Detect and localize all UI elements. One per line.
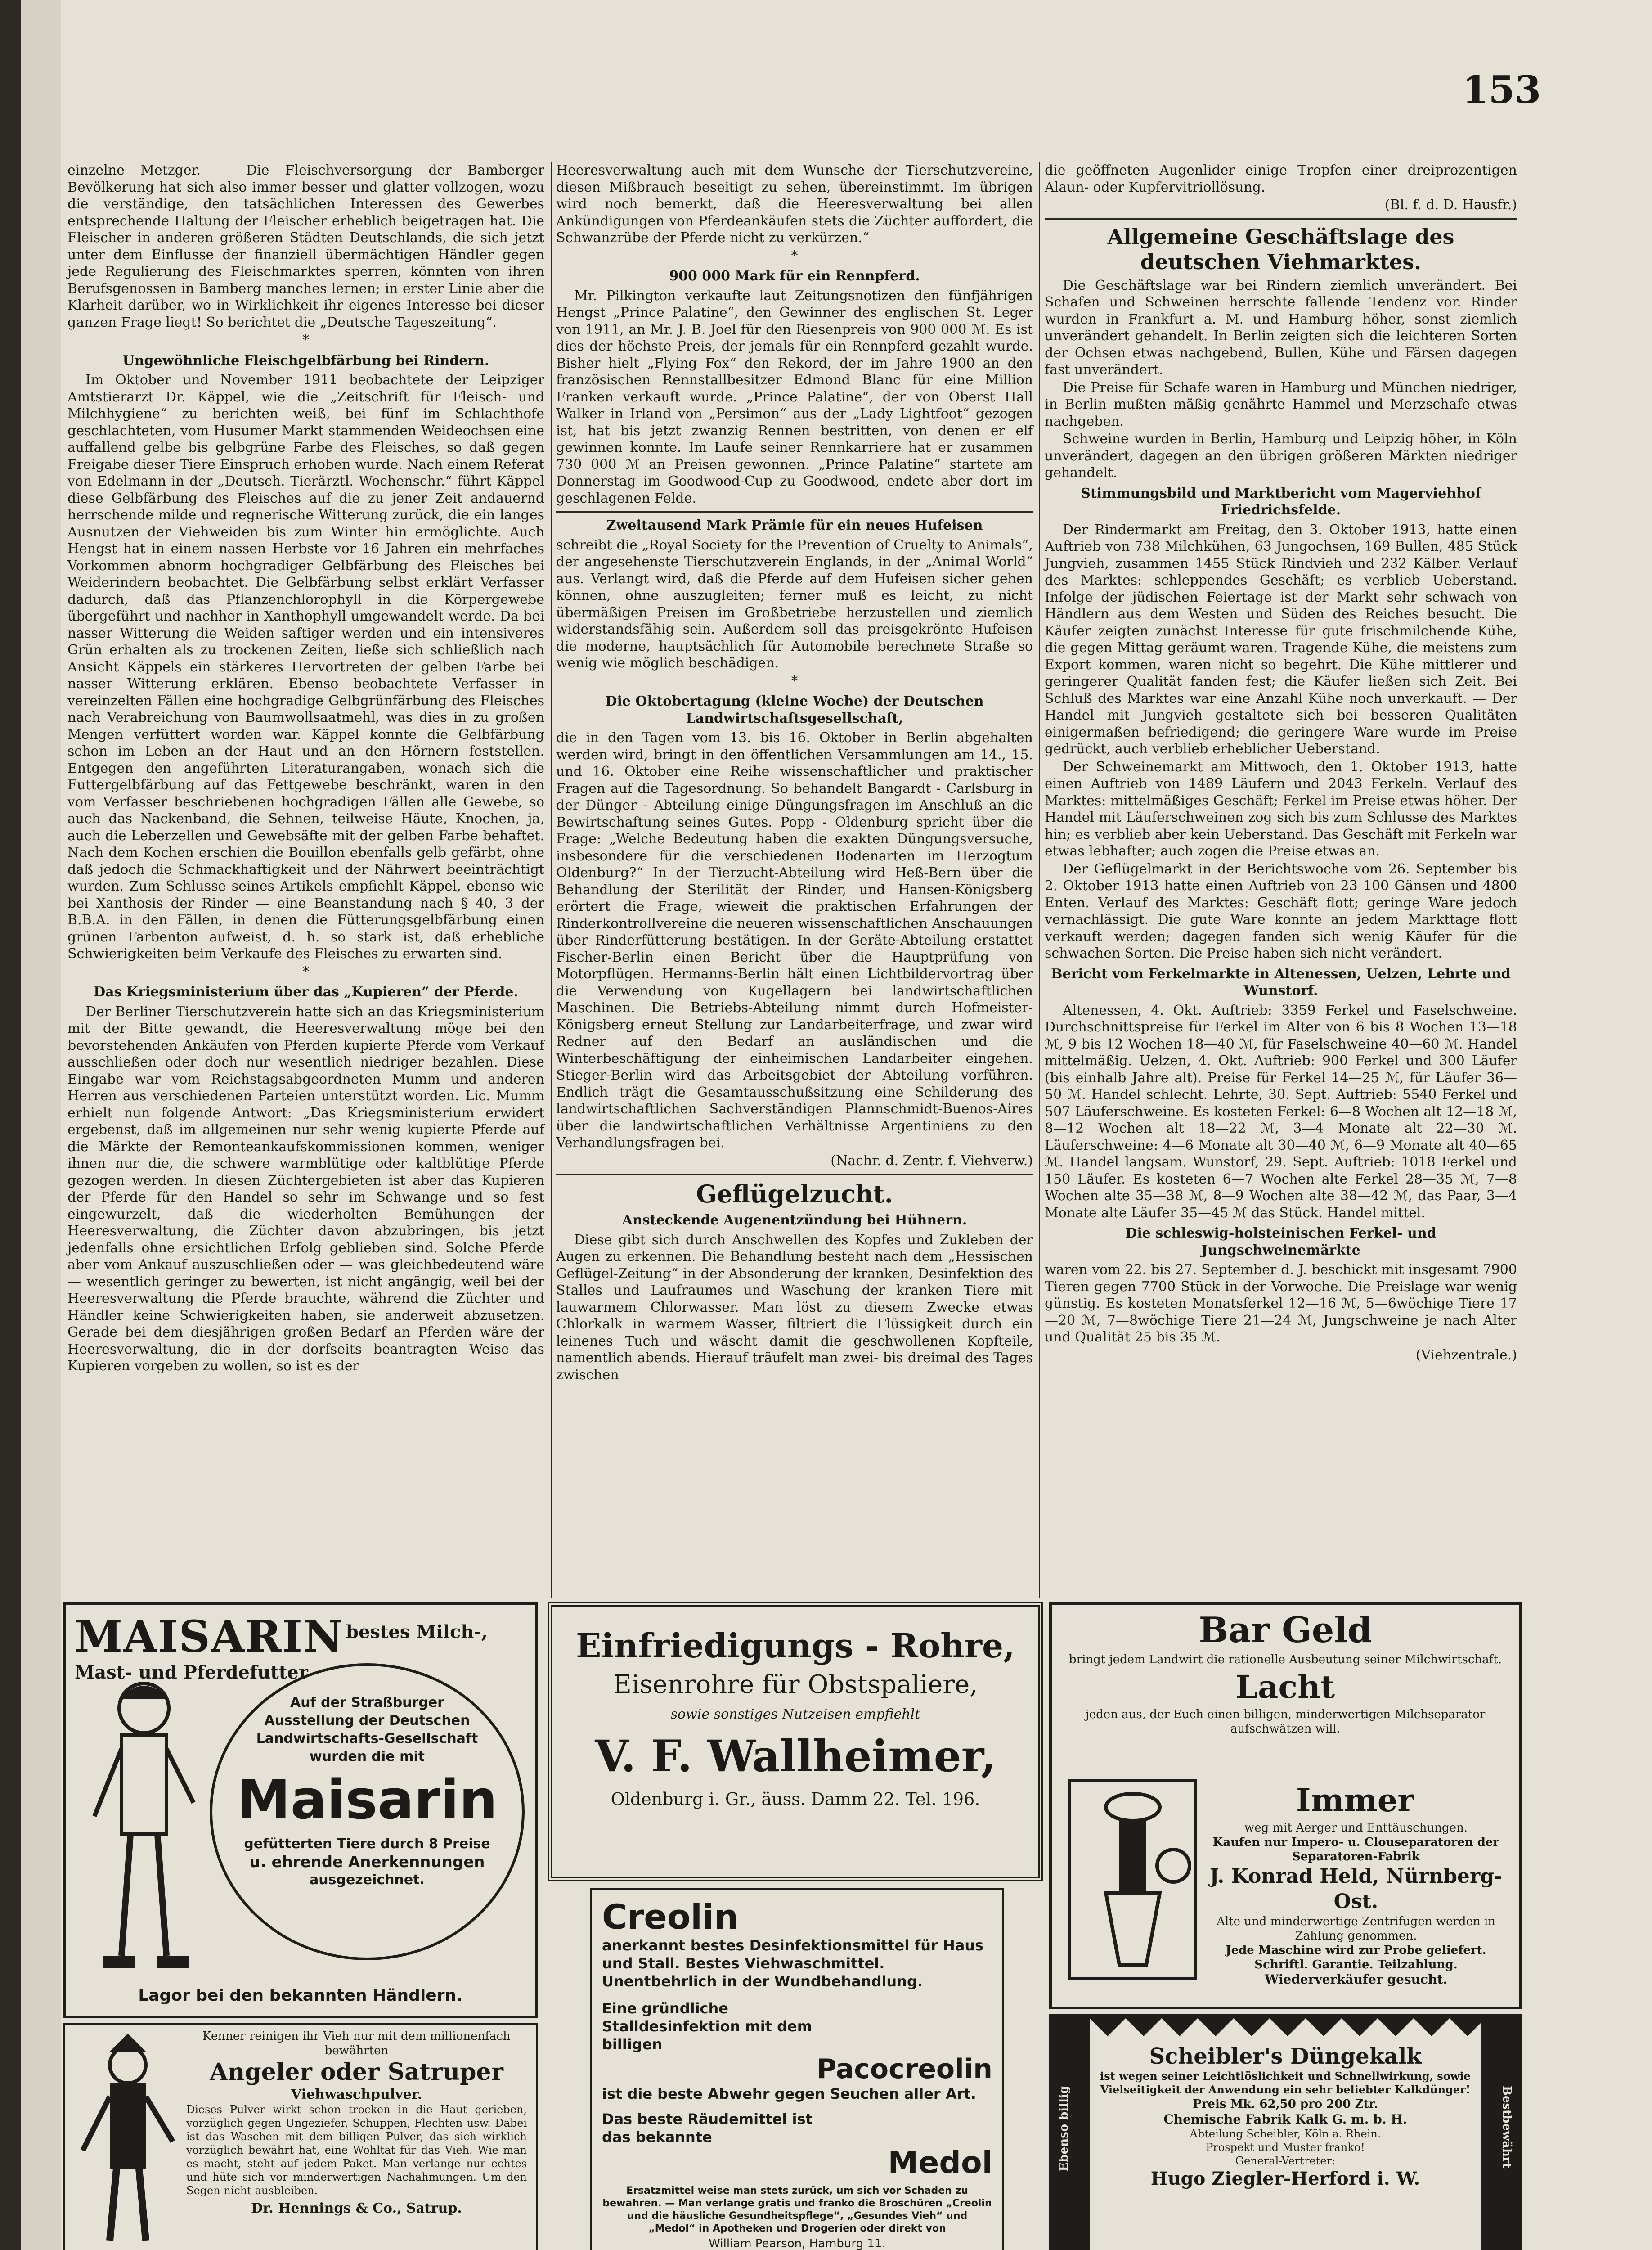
ad-bargeld-title2: Lacht <box>1235 1668 1335 1706</box>
ad-creolin-title: Creolin <box>602 1897 739 1937</box>
ad-bargeld-title3: Immer <box>1296 1782 1414 1819</box>
separator-star: * <box>302 332 310 348</box>
ad-text: ausgezeichnet. <box>310 1872 425 1888</box>
paragraph: einzelne Metzger. — Die Fleischversorgung der Bamberger Bevölkerung hat sich also immer besser und glatter vollzogen, wozu die verständige, den tatsächlichen Interessen des Gewerbes entsprechende Haltung der Fleischer erheblich beigetragen hat. Die Fleischer in anderen größeren Städten Deutschlands, die sich jetzt unter dem Einflusse der finanziell übermächtigen Händler gegen jede Regulierung des Fleischmarktes sperren, könnten von ihren Berufsgenossen in Bamberg manches lernen; in erster Linie aber die Klarheit darüber, wo in Wirklichkeit ihr eigenes Interesse bei dieser ganzen Frage liegt! So berichtet die „Deutsche Tageszeitung“. <box>67 162 544 330</box>
column-3 <box>1045 162 1517 1364</box>
ad-scheibler-duengekalk <box>1049 2014 1522 2250</box>
ad-text: jeden aus, der Euch einen billigen, minderwertigen Milchseparator aufschwätzen will. <box>1085 1708 1486 1736</box>
source-note: (Bl. f. d. D. Hausfr.) <box>1384 197 1517 213</box>
ad-angeler-maker: Dr. Hennings & Co., Satrup. <box>251 2200 462 2216</box>
divider <box>556 1174 1033 1175</box>
farmhand-illustration <box>76 1668 211 1992</box>
ad-rohre-small: sowie sonstiges Nutzeisen empfiehlt <box>670 1706 920 1722</box>
ad-einfriedigungs-rohre <box>548 1602 1043 1881</box>
ad-rohre-name: V. F. Wallheimer, <box>595 1731 996 1782</box>
ad-maisarin-tagline: bestes Milch-, Mast- und Pferdefutter <box>75 1621 488 1683</box>
paragraph: Die Geschäftslage war bei Rindern ziemlich unverändert. Bei Schafen und Schweinen herrschte fallende Tendenz vor. Rinder wurden in Frankfurt a. M. und Hamburg höher, sonst ziemlich unverändert gehandelt. In Berlin zeigten sich die leichteren Sorten der Ochsen etwas nachgebend, Bullen, Kühe und Färsen dagegen fast unverändert. <box>1045 277 1517 378</box>
ad-creolin-maker: William Pearson, Hamburg 11. <box>709 2237 886 2250</box>
ad-text: General-Vertreter: <box>1235 2155 1336 2167</box>
separator-star: * <box>791 248 798 264</box>
article-heading: Zweitausend Mark Prämie für ein neues Hufeisen <box>606 518 983 533</box>
paragraph: Diese gibt sich durch Anschwellen des Kopfes und Zukleben der Augen zu erkennen. Die Behandlung besteht nach dem „Hessischen Geflügel-Zeitung“ in der Absonderung der kranken, Desinfektion des Stalles und Laufraumes und Waschung der kranken Tiere mit lauwarmem Chlorwasser. Man löst zu diesem Zwecke etwas Chlorkalk in warmem Wasser, filtriert die Flüssigkeit durch ein leinenes Tuch und wäscht damit die geschwollenen Kopfteile, namentlich abends. Hierauf träufelt man zwei- bis dreimal des Tages zwischen <box>556 1232 1033 1383</box>
ad-scheibler-title: Scheibler's Düngekalk <box>1149 2044 1422 2069</box>
ad-scheibler-content <box>1099 2043 1472 2190</box>
ad-creolin-mid1: Eine gründliche Stalldesinfektion mit dem billigen <box>602 2000 813 2053</box>
ad-text: Prospekt und Muster franko! <box>1206 2141 1365 2154</box>
ad-angeler-sub: Viehwaschpulver. <box>291 2087 422 2102</box>
section-heading: Geflügelzucht. <box>696 1179 893 1208</box>
ad-bargeld-maker: J. Konrad Held, Nürnberg-Ost. <box>1209 1865 1503 1913</box>
column-2 <box>556 162 1033 1384</box>
ad-text: gefütterten Tiere durch 8 Preise <box>244 1836 490 1852</box>
ad-creolin-mid3: Das beste Räudemittel ist das bekannte <box>602 2110 813 2146</box>
article-heading: Die schleswig-holsteinischen Ferkel- und Jungschweinemärkte <box>1125 1225 1437 1258</box>
book-edge <box>0 0 21 2250</box>
divider <box>556 511 1033 513</box>
ad-creolin-brand2: Pacocreolin <box>817 2053 992 2085</box>
column-1 <box>67 162 544 1376</box>
ad-text: Abteilung Scheibler, Köln a. Rhein. <box>1190 2128 1381 2140</box>
ad-creolin-brand3: Medol <box>888 2145 992 2181</box>
ad-maisarin <box>63 1602 538 2018</box>
ad-angeler-title: Angeler oder Satruper <box>210 2058 503 2086</box>
ad-creolin <box>590 1888 1004 2250</box>
article-heading: Die Oktobertagung (kleine Woche) der Deutschen Landwirtschaftsgesellschaft, <box>605 693 984 726</box>
ad-bargeld-rightcol <box>1200 1821 1512 1987</box>
source-note: (Viehzentrale.) <box>1415 1347 1517 1363</box>
divider <box>1045 218 1517 220</box>
article-heading: 900 000 Mark für ein Rennpferd. <box>669 268 920 284</box>
paragraph: Heeresverwaltung auch mit dem Wunsche der Tierschutzvereine, diesen Mißbrauch beseitigt zu sehen, übereinstimmt. Im übrigen wird noch bemerkt, daß die Heeresverwaltung bei allen Ankündigungen von Pferdeankäufen stets die Züchter auffordert, die Schwanzrübe der Pferde nicht zu verkürzen.“ <box>556 162 1033 246</box>
ad-text: Landwirtschafts-Gesellschaft <box>256 1731 478 1746</box>
ad-text: Kaufen nur Impero- u. Clouseparatoren der Separatoren-Fabrik <box>1212 1836 1499 1863</box>
ad-rohre-subtitle: Eisenrohre für Obstspaliere, <box>613 1670 978 1699</box>
ad-rohre-title: Einfriedigungs - Rohre, <box>576 1627 1015 1665</box>
ad-text: weg mit Aerger und Enttäuschungen. <box>1244 1821 1468 1835</box>
ad-angeler-content <box>186 2029 527 2217</box>
paragraph: waren vom 22. bis 27. September d. J. beschickt mit insgesamt 7900 Tieren gegen 7700 Stück in der Vorwoche. Die Preislage war wenig günstig. Es kosteten Monatsferkel 12—16 ℳ, 5—6wöchige Tiere 17—20 ℳ, 7—8wöchige Tiere 21—24 ℳ, Jungschweine je nach Alter und Qualität 25 bis 35 ℳ. <box>1045 1262 1517 1345</box>
ad-scheibler-price: Preis Mk. 62,50 pro 200 Ztr. <box>1193 2097 1378 2111</box>
paragraph: Der Rindermarkt am Freitag, den 3. Oktober 1913, hatte einen Auftrieb von 738 Milchkühen, 63 Jungochsen, 169 Bullen, 485 Stück Jungvieh, zusammen 1455 Stück Rindvieh und 232 Kälber. Verlauf des Marktes: schleppendes Geschäft; es verblieb Ueberstand. Infolge der jüdischen Feiertage ist der Markt sehr schwach von Händlern aus dem Westen und Süden des Reiches besucht. Die Käufer zeigten zunächst Interesse für gute frischmilchende Kühe, die gegen Mittag geräumt waren. Tragende Kühe, die meistens zum Export kommen, waren nicht so begehrt. Die Kühe mittlerer und geringerer Qualität fanden fest; die Käufer ließen sich Zeit. Bei Schluß des Marktes war eine Anzahl Kühe noch unverkauft. — Der Handel mit Jungvieh gestaltete sich bei besseren Qualitäten einigermaßen befriedigend; die geringere Ware wurde im Preise gedrückt, auch verblieb erheblicher Ueberstand. <box>1045 522 1517 757</box>
ad-rohre-address: Oldenburg i. Gr., äuss. Damm 22. Tel. 196. <box>611 1789 980 1809</box>
paragraph: die in den Tagen vom 13. bis 16. Oktober in Berlin abgehalten werden wird, bringt in den öffentlichen Versammlungen am 14., 15. und 16. Oktober eine Reihe wissenschaftlicher und praktischer Fragen auf die Tagesordnung. So behandelt Bangardt - Carlsburg in der Dünger - Abteilung einige Düngungsfragen im Anschluß an die Bewirtschaftung seines Gutes. Popp - Oldenburg spricht über die Frage: „Welche Bedeutung haben die exakten Düngungsversuche, insbesondere für die verschiedenen Bodenarten im Herzogtum Oldenburg?“ In der Tierzucht-Abteilung wird Heß-Bern über die Behandlung der Sterilität der Rinder, und Hansen-Königsberg erörtert die Frage, wieweit die praktischen Erfahrungen der Rinderkontrollvereine die neueren wissenschaftlichen Anschauungen über Rinderfütterung bestätigen. In der Geräte-Abteilung erstattet Fischer-Berlin einen Bericht über die Hauptprüfung von Motorpflügen. Hermanns-Berlin hält einen Lichtbildervortrag über die Verwendung von Kugellagern bei landwirtschaftlichen Maschinen. Die Betriebs-Abteilung nimmt durch Hofmeister-Königsberg erneut Stellung zur Landarbeiterfrage, und zwar wird Redner auf den Bedarf an ausländischen und die Winterbeschäftigung der einheimischen Landarbeiter eingehen. Stieger-Berlin wird das Arbeitsgebiet der Abteilung vorführen. Endlich trägt die Gesamtausschußsitzung eine Schilderung des landwirtschaftlichen Sachverständigen Plannschmidt-Buenos-Aires über die landwirtschaftlichen Verhältnisse Argentiniens zu den Verhandlungsfragen bei. <box>556 730 1033 1151</box>
ad-scheibler-agent: Hugo Ziegler-Herford i. W. <box>1150 2168 1420 2189</box>
ad-creolin-desc: anerkannt bestes Desinfektionsmittel für Haus und Stall. Bestes Viehwaschmittel. Unentbehrlich in der Wundbehandlung. <box>602 1937 984 1990</box>
ad-text: wurden die mit <box>310 1749 425 1764</box>
separator-star: * <box>791 673 798 689</box>
ad-maisarin-oval <box>210 1663 525 1960</box>
ad-creolin-mid2: ist die beste Abwehr gegen Seuchen aller Art. <box>602 2085 976 2102</box>
paragraph: Der Schweinemarkt am Mittwoch, den 1. Oktober 1913, hatte einen Auftrieb von 1489 Läufern und 2043 Ferkeln. Verlauf des Marktes: mittelmäßiges Geschäft; Ferkel im Preise etwas höher. Der Handel mit Läuferschweinen zog sich bis zum Schlusse des Marktes hin; es verblieb aber kein Ueberstand. Das Geschäft mit Ferkeln war etwas lebhafter; auch zogen die Preise etwas an. <box>1045 759 1517 859</box>
ad-maisarin-title: MAISARIN <box>75 1611 344 1662</box>
ad-text: Ausstellung der Deutschen <box>264 1713 470 1728</box>
ad-side-right: Bestbewährt <box>1500 2086 1513 2169</box>
ad-text: Alte und minderwertige Zentrifugen werden in Zahlung genommen. <box>1217 1915 1495 1943</box>
ad-bargeld-title: Bar Geld <box>1199 1610 1372 1651</box>
ad-text: Kenner reinigen ihr Vieh nur mit dem millionenfach bewährten <box>202 2030 511 2057</box>
milk-separator-illustration <box>1065 1776 1200 1983</box>
source-note: (Nachr. d. Zentr. f. Viehverw.) <box>830 1152 1033 1169</box>
article-heading: Bericht vom Ferkelmarkte in Altenessen, Uelzen, Lehrte und Wunstorf. <box>1051 966 1511 999</box>
ad-maisarin-brand: Maisarin <box>237 1769 498 1832</box>
article-heading: Stimmungsbild und Marktbericht vom Magerviehhof Friedrichsfelde. <box>1081 485 1481 518</box>
column-rule <box>1039 162 1040 1598</box>
ad-text: ist wegen seiner Leichtlöslichkeit und Schnellwirkung, sowie Vielseitigkeit der Anwendung ein sehr beliebter Kalkdünger! <box>1100 2070 1471 2096</box>
paragraph: Die Preise für Schafe waren in Hamburg und München niedriger, in Berlin mußten mäßig genährte Hammel und Merzschafe etwas nachgeben. <box>1045 379 1517 429</box>
ad-text: bringt jedem Landwirt die rationelle Ausbeutung seiner Milchwirtschaft. <box>1069 1653 1502 1666</box>
ad-scheibler-maker: Chemische Fabrik Kalk G. m. b. H. <box>1163 2112 1407 2127</box>
separator-star: * <box>302 963 310 980</box>
ad-bar-geld <box>1049 1602 1522 2009</box>
ad-text: Dieses Pulver wirkt schon trocken in die Haut gerieben, vorzüglich gegen Ungeziefer, Schuppen, Flechten usw. Dabei ist das Waschen mit dem billigen Pulver, das sich wirklich vorzüglich bewährt hat, eine Wohltat für das Vieh. Wie man es macht, steht auf jedem Paket. Man verlange nur echtes und hüte sich vor minderwertigen Nachahmungen. Um den Segen nicht ausbleiben. <box>186 2103 527 2197</box>
ad-text: Jede Maschine wird zur Probe geliefert. Schriftl. Garantie. Teilzahlung. <box>1226 1944 1486 1971</box>
section-heading: Allgemeine Geschäftslage des deutschen Viehmarktes. <box>1107 224 1454 274</box>
paragraph: Mr. Pilkington verkaufte laut Zeitungsnotizen den fünfjährigen Hengst „Prince Palatine“, den Gewinner des englischen St. Leger von 1911, an Mr. J. B. Joel für den Riesenpreis von 900 000 ℳ. Es ist dies der höchste Preis, der jemals für ein Rennpferd gezahlt wurde. Bisher hielt „Flying Fox“ den Rekord, der im Jahre 1900 an den französischen Rennstallbesitzer Edmond Blanc für eine Million Franken verkauft wurde. „Prince Palatine“, der von Oberst Hall Walker in Irland von „Persimon“ aus der „Lady Lightfoot“ gezogen ist, hat bis jetzt zwanzig Rennen bestritten, von denen er elf gewinnen konnte. Im Laufe seiner Rennkarriere hat er zusammen 730 000 ℳ an Preisen gewonnen. „Prince Palatine“ startete am Donnerstag im Goodwood-Cup zu Goodwood, endete aber dort im geschlagenen Felde. <box>556 288 1033 506</box>
article-heading: Das Kriegsministerium über das „Kupieren“ der Pferde. <box>94 984 518 1000</box>
paragraph: Im Oktober und November 1911 beobachtete der Leipziger Amtstierarzt Dr. Käppel, wie die „Zeitschrift für Fleisch- und Milchhygiene“ zu berichten weiß, bei fünf im Schlachthofe geschlachteten, vom Husumer Markt stammenden Weideochsen eine auffallend gelbe bis gelbgrüne Farbe des Fleisches, so daß gegen Freigabe dieser Tiere Einspruch erhoben wurde. Nach einem Referat von Edelmann in der „Deutsch. Tierärztl. Wochenschr.“ führt Käppel diese Gelbfärbung des Fleisches auf die zu jener Zeit andauernd herrschende milde und regnerische Witterung zurück, die ein langes Ausnutzen der Viehweiden bis zum Winter hin ermöglichte. Auch Hengst hat in einem nassen Herbste vor 16 Jahren ein mehrfaches Vorkommen abnorm hochgradiger Gelbfärbung des Fleisches bei Weiderindern beobachtet. Die Gelbfärbung selbst erklärt Verfasser dadurch, daß das Pflanzenchlorophyll in die Körpergewebe übergeführt und nachher in Xanthophyll umgewandelt werde. Da bei nasser Witterung die Weiden saftiger werden und ein intensiveres Grün erhalten als zu trockenen Zeiten, ließe sich schließlich nach Ansicht Käppels ein stärkeres Hervortreten der gelben Farbe bei nasser Witterung erklären. Ebenso beobachtete Verfasser in vereinzelten Fällen eine hochgradige Gelbgrünfärbung des Fleisches nach Verabreichung von Baumwollsaatmehl, was dies in zu großen Mengen verfüttert worden war. Käppel konnte die Gelbfärbung schon im Leben an der Haut und an den Hörnern feststellen. Entgegen den angeführten Literaturangaben, wonach sich die Futtergelbfärbung auf das Fettgewebe beschränkt, waren in den vom Verfasser beschriebenen hochgradigen Fällen alle Gewebe, so auch das Nackenband, die Sehnen, teilweise Häute, Knochen, ja, auch die Leberzellen und Gewebsäfte mit der gelben Farbe behaftet. Nach dem Kochen erschien die Bouillon ebenfalls gelb gefärbt, ohne daß jedoch die Schmackhaftigkeit und der Nährwert beeinträchtigt wurden. Zum Schlusse seines Artikels empfiehlt Käppel, ebenso wie bei Xanthosis der Rinder — eine Beanstandung nach § 40, 3 der B.B.A. in den Fällen, in denen die Fütterungsgelbfärbung einen grünen Farbenton aufweist, d. h. so stark ist, daß erhebliche Schwierigkeiten beim Verkaufe des Fleisches zu erwarten sind. <box>67 372 544 962</box>
article-heading: Ansteckende Augenentzündung bei Hühnern. <box>622 1212 967 1228</box>
paragraph: schreibt die „Royal Society for the Prevention of Cruelty to Animals“, der angesehenste Tierschutzverein Englands, in der „Animal World“ aus. Verlangt wird, daß die Pferde auf dem Hufeisen sicher gehen können, ohne auszugleiten; ferner muß es leicht, zu nicht übermäßigen Preisen im Großbetriebe herzustellen und ziemlich widerstandsfähig sein. Außerdem soll das preisgekrönte Hufeisen die moderne, hauptsächlich für Automobile berechnete Straße so wenig wie möglich beschädigen. <box>556 537 1033 671</box>
ad-text: Auf der Straßburger <box>290 1695 444 1710</box>
paragraph: die geöffneten Augenlider einige Tropfen einer dreiprozentigen Alaun- oder Kupfervitriollösung. <box>1045 162 1517 195</box>
page-gutter <box>21 0 61 2250</box>
ad-text: u. ehrende Anerkennungen <box>249 1853 485 1871</box>
paragraph: Der Geflügelmarkt in der Berichtswoche vom 26. September bis 2. Oktober 1913 hatte einen Auftrieb von 23 100 Gänsen und 4800 Enten. Verlauf des Marktes: Geschäft flott; geringe Ware jedoch vernachlässigt. Die gute Ware konnte an jedem Markttage flott verkauft werden; dagegen fanden sich wenig Käufer für die schwachen Sorten. Die Preise haben sich nicht verändert. <box>1045 861 1517 961</box>
paragraph: Schweine wurden in Berlin, Hamburg und Leipzig höher, in Köln unverändert, dagegen an den übrigen größeren Märkten niedriger gehandelt. <box>1045 431 1517 481</box>
page-number: 153 <box>1462 68 1541 112</box>
article-heading: Ungewöhnliche Fleischgelbfärbung bei Rindern. <box>122 352 489 369</box>
ad-side-left: Ebenso billig <box>1057 2086 1071 2172</box>
paragraph: Altenessen, 4. Okt. Auftrieb: 3359 Ferkel und Faselschweine. Durchschnittspreise für Ferkel im Alter von 6 bis 8 Wochen 13—18 ℳ, 9 bis 12 Wochen 18—40 ℳ, für Faselschweine 40—60 ℳ. Handel mittelmäßig. Uelzen, 4. Okt. Auftrieb: 900 Ferkel und 300 Läufer (bis einhalb Jahre alt). Preise für Ferkel 14—25 ℳ, für Läufer 36—50 ℳ. Handel schlecht. Lehrte, 30. Sept. Auftrieb: 5540 Ferkel und 507 Läuferschweine. Es kosteten Ferkel: 6—8 Wochen alt 12—18 ℳ, 8—12 Wochen alt 18—22 ℳ, 3—4 Monate alt 22—30 ℳ. Läuferschweine: 4—6 Monate alt 30—40 ℳ, 6—9 Monate alt 40—65 ℳ. Handel langsam. Wunstorf, 29. Sept. Auftrieb: 1018 Ferkel und 150 Läufer. Es kosteten 6—7 Wochen alte Ferkel 28—35 ℳ, 7—8 Wochen alte 35—38 ℳ, 8—9 Wochen alte 38—42 ℳ, das Paar, 3—4 Monate alte Läufer 35—45 ℳ das Stück. Handel mittel. <box>1045 1002 1517 1221</box>
ad-angeler-viehwaschpulver <box>63 2023 538 2250</box>
column-rule <box>551 162 552 1598</box>
paragraph: Der Berliner Tierschutzverein hatte sich an das Kriegsministerium mit der Bitte gewandt, die Heeresverwaltung möge bei den bevorstehenden Ankäufen von Pferden kupierte Pferde vom Verkauf ausschließen oder doch nur wesentlich niedriger bezahlen. Diese Eingabe war vom Reichstagsabgeordneten Mumm und anderen Herren aus verschiedenen Parteien unterstützt worden. Lic. Mumm erhielt nun folgende Antwort: „Das Kriegsministerium erwidert ergebenst, daß im allgemeinen nur sehr wenig kupierte Pferde auf die Märkte der Remonteankaufskommissionen kommen, weniger ihnen nur die, die schwere warmblütige oder kaltblütige Pferde gezogen werden. In diesen Züchtergebieten ist aber das Kupieren der Pferde für den Handel so sehr im Schwange und so fest eingewurzelt, daß die wiederholten Bemühungen der Heeresverwaltung, die Züchter davon abzubringen, bis jetzt jedenfalls ohne ersichtlichen Erfolg geblieben sind. Solche Pferde aber vom Ankauf auszuschließen oder — was gleichbedeutend wäre — wesentlich geringer zu bewerten, ist nicht angängig, weil bei der Heeresverwaltung die Pferde brauchte, während die Züchter und Händler keine Schwierigkeiten haben, sie anderweit abzusetzen. Gerade bei dem diesjährigen großen Bedarf an Pferden wäre der Heeresverwaltung, die in der dorfseits beantragten Weise das Kupieren vorgeben zu wollen, so ist es der <box>67 1004 544 1374</box>
ad-creolin-fine: Ersatzmittel weise man stets zurück, um sich vor Schaden zu bewahren. — Man verlange gratis und franko die Broschüren „Creolin und die häusliche Gesundheitspflege“, „Gesundes Vieh“ und „Medol“ in Apotheken und Drogerien oder direkt von <box>602 2185 992 2234</box>
soldier-illustration <box>74 2034 182 2250</box>
ad-maisarin-footer: Lagor bei den bekannten Händlern. <box>138 1986 462 2005</box>
ad-text: Wiederverkäufer gesucht. <box>1264 1972 1448 1987</box>
